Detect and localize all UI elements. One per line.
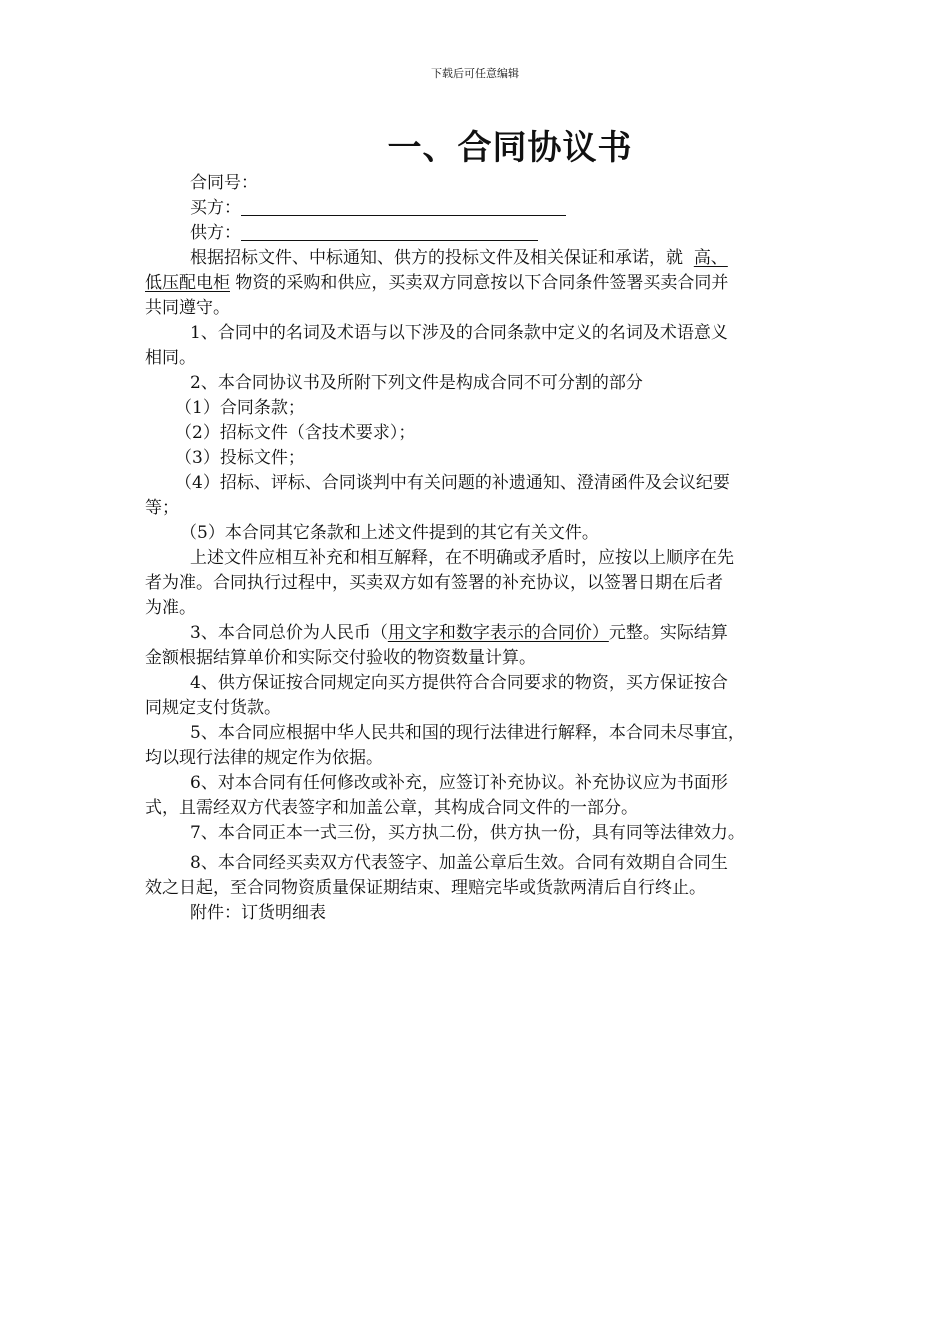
- clause-3-text: 3、本合同总价为人民币（: [190, 623, 388, 643]
- clause-5-line: 5、本合同应根据中华人民共和国的现行法律进行解释，本合同未尽事宜，: [190, 723, 745, 743]
- clause-1-line: 1、合同中的名词及术语与以下涉及的合同条款中定义的名词及术语意义: [190, 323, 728, 343]
- goods-name-underlined: 高、: [693, 248, 728, 268]
- page-header-note: 下载后可任意编辑: [431, 67, 519, 80]
- clause-2-paragraph-line: 者为准。合同执行过程中，买卖双方如有签署的补充协议，以签署日期在后者: [145, 573, 723, 593]
- document-title: 一、合同协议书: [387, 128, 633, 168]
- clause-3-line: 金额根据结算单价和实际交付验收的物资数量计算。: [145, 648, 536, 668]
- clause-7-line: 7、本合同正本一式三份，买方执二份，供方执一份，具有同等法律效力。: [190, 823, 745, 843]
- intro-line: [145, 271, 820, 296]
- clause-3-text: 元整。实际结算: [608, 623, 728, 643]
- buyer-field: [145, 196, 820, 221]
- contract-number-label: 合同号：: [190, 173, 258, 193]
- goods-name-underlined: 低压配电柜: [145, 273, 230, 293]
- clause-2-item: （2）招标文件（含技术要求）；: [175, 423, 416, 443]
- seller-blank-line: [241, 222, 538, 241]
- clause-8-line: 效之日起，至合同物资质量保证期结束、理赔完毕或货款两清后自行终止。: [145, 878, 706, 898]
- intro-line: [145, 246, 820, 271]
- clause-5-line: 均以现行法律的规定作为依据。: [145, 748, 383, 768]
- clause-2-item: （5）本合同其它条款和上述文件提到的其它有关文件。: [180, 523, 599, 543]
- attachment-line: 附件：订货明细表: [190, 903, 326, 923]
- clause-2-paragraph-line: 为准。: [145, 598, 196, 618]
- clause-2-paragraph-line: 上述文件应相互补充和相互解释，在不明确或矛盾时，应按以上顺序在先: [190, 548, 734, 568]
- clause-3-line: [145, 621, 820, 646]
- clause-2-line: 2、本合同协议书及所附下列文件是构成合同不可分割的部分: [190, 373, 643, 393]
- clause-1-line: 相同。: [145, 348, 196, 368]
- contract-price-underlined: 用文字和数字表示的合同价）: [387, 623, 609, 643]
- clause-2-item: （3）投标文件；: [175, 448, 305, 468]
- clause-8-line: 8、本合同经买卖双方代表签字、加盖公章后生效。合同有效期自合同生: [190, 853, 728, 873]
- seller-label: 供方：: [190, 223, 241, 243]
- clause-6-line: 6、对本合同有任何修改或补充，应签订补充协议。补充协议应为书面形: [190, 773, 728, 793]
- clause-6-line: 式，且需经双方代表签字和加盖公章，其构成合同文件的一部分。: [145, 798, 638, 818]
- contract-body: [145, 171, 820, 926]
- clause-2-item: 等；: [145, 498, 179, 518]
- intro-text: 物资的采购和供应，买卖双方同意按以下合同条件签署买卖合同并: [235, 273, 729, 293]
- clause-4-line: 同规定支付货款。: [145, 698, 281, 718]
- contract-number-field: [145, 171, 820, 196]
- seller-field: [145, 221, 820, 246]
- intro-text: 根据招标文件、中标通知、供方的投标文件及相关保证和承诺，就: [190, 248, 683, 268]
- buyer-blank-line: [241, 197, 566, 216]
- clause-4-line: 4、供方保证按合同规定向买方提供符合合同要求的物资，买方保证按合: [190, 673, 728, 693]
- intro-line: 共同遵守。: [145, 298, 230, 318]
- clause-2-item: （4）招标、评标、合同谈判中有关问题的补遗通知、澄清函件及会议纪要: [175, 473, 730, 493]
- clause-2-item: （1）合同条款；: [175, 398, 305, 418]
- buyer-label: 买方：: [190, 198, 241, 218]
